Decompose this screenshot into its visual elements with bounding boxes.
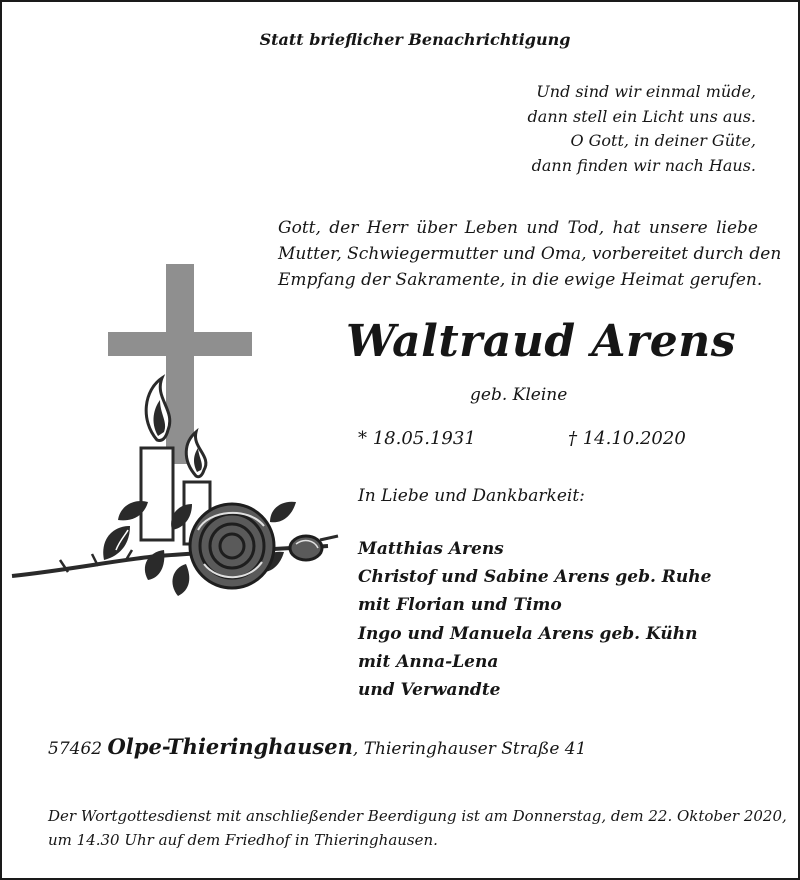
intro-line: Empfang der Sakramente, in die ewige Heimat gerufen. <box>278 270 763 290</box>
poem-line: O Gott, in deiner Güte, <box>570 131 756 150</box>
street: , Thieringhauser Straße 41 <box>352 739 587 759</box>
intro-line: Gott, der Herr über Leben und Tod, hat unsere liebe <box>278 218 758 238</box>
mourner-name: Ingo und Manuela Arens geb. Kühn <box>358 623 698 644</box>
death-date: † 14.10.2020 <box>568 428 686 449</box>
mourner-name: mit Florian und Timo <box>358 595 562 616</box>
birth-name: geb. Kleine <box>470 385 568 405</box>
memorial-artwork <box>8 260 348 620</box>
mourners-heading: In Liebe und Dankbarkeit: <box>358 486 585 506</box>
deceased-name: Waltraud Arens <box>346 316 736 367</box>
service-info <box>48 804 787 852</box>
poem-line: Und sind wir einmal müde, <box>536 82 756 101</box>
birth-date: * 18.05.1931 <box>358 428 476 449</box>
address <box>48 734 586 759</box>
intro-text <box>278 215 782 293</box>
mourner-name: Matthias Arens <box>358 539 504 559</box>
poem-line: dann finden wir nach Haus. <box>531 155 756 175</box>
service-line: Der Wortgottesdienst mit anschließender Beerdigung ist am Donnerstag, dem 22. Oktober 2020, <box>48 807 787 825</box>
mourner-name: und Verwandte <box>358 680 501 701</box>
cross-icon <box>108 264 252 464</box>
poem-line: dann stell ein Licht uns aus. <box>527 106 756 126</box>
intro-line: Mutter, Schwiegermutter und Oma, vorbereitet durch den <box>278 244 782 264</box>
notice-header: Statt brieflicher Benachrichtigung <box>259 30 571 49</box>
mourner-name: Christof und Sabine Arens geb. Ruhe <box>358 567 712 588</box>
postal-code: 57462 <box>48 739 103 759</box>
rose-icon <box>12 501 338 596</box>
service-line: um 14.30 Uhr auf dem Friedhof in Thieringhausen. <box>48 831 438 849</box>
mourners-list <box>358 535 711 704</box>
mourner-name: mit Anna-Lena <box>358 651 499 672</box>
poem <box>528 80 756 178</box>
city: Olpe-Thieringhausen <box>107 734 353 759</box>
